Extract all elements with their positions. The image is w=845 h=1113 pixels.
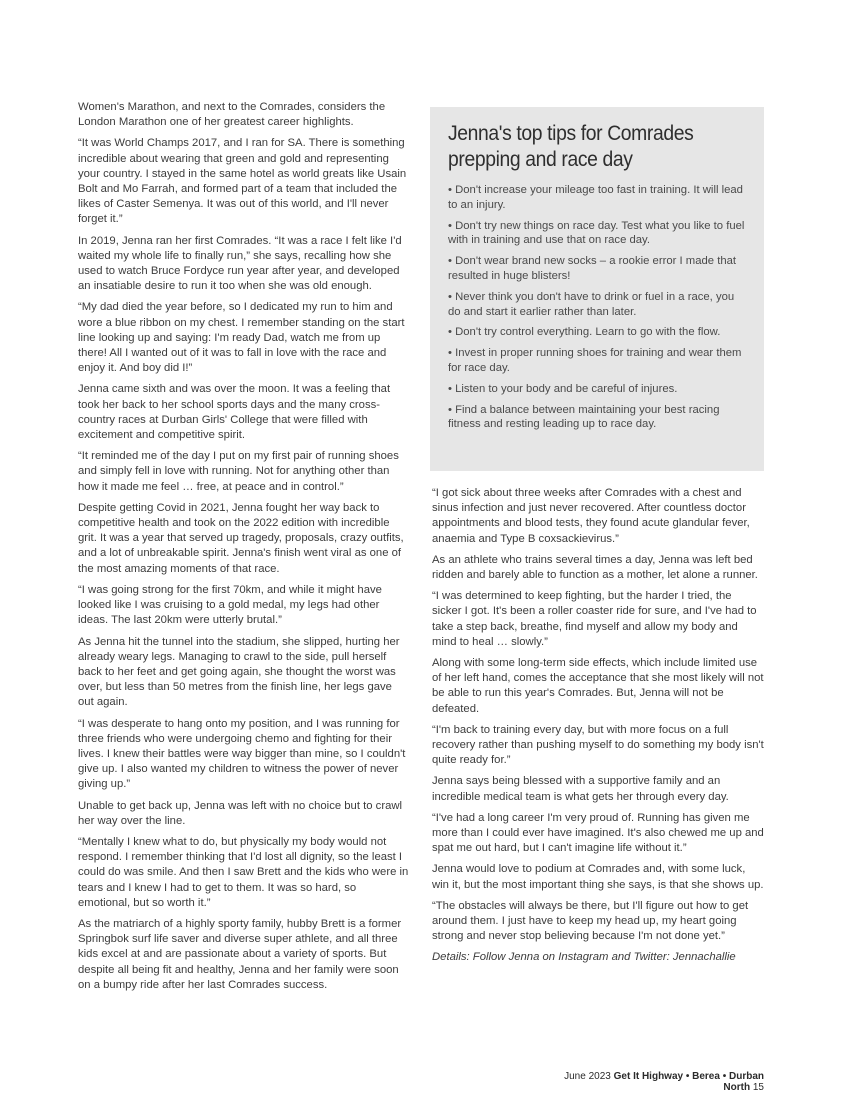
tips-list <box>448 183 746 432</box>
details-credit: Details: Follow Jenna on Instagram and Twitter: Jennachallie <box>432 951 736 964</box>
paragraph: In 2019, Jenna ran her first Comrades. “It was a race I felt like I'd waited my whole life to finally run,” she says, recalling how she used to watch Bruce Fordyce run year after year, and developed an insatiable desire to run it too when she was old enough. <box>78 234 402 293</box>
paragraph: “I got sick about three weeks after Comrades with a chest and sinus infection and just never recovered. After countless doctor appointments and blood tests, they found acute glandular fever, anaemia and Type B coxsackievirus.” <box>432 487 750 545</box>
paragraph: As the matriarch of a highly sporty family, hubby Brett is a former Springbok surf life saver and diverse super athlete, and all three kids excel at and are passionate about a variety of sports. But despite all being fit and healthy, Jenna and her family were soon on a bumpy ride after her last Comrades success. <box>78 917 402 991</box>
paragraph: As an athlete who trains several times a day, Jenna was left bed ridden and barely able to function as a mother, let alone a runner. <box>432 553 758 582</box>
paragraph: “I've had a long career I'm very proud of. Running has given me more than I could ever have imagined. It's also chewed me up and spat me out hard, but I can't imagine life without it.” <box>432 811 764 855</box>
tip-item: • Listen to your body and be careful of injures. <box>448 382 678 395</box>
tips-sidebar-box <box>430 107 764 471</box>
tip-item: • Never think you don't have to drink or fuel in a race, you do and start it earlier rather than later. <box>448 290 735 318</box>
paragraph: “It reminded me of the day I put on my first pair of running shoes and simply fell in love with running. Not for anything other than how it made me feel … free, at peace and in control.” <box>78 450 399 493</box>
paragraph: “I'm back to training every day, but with more focus on a full recovery rather than pushing myself to do something my body isn't quite ready for.” <box>432 723 764 767</box>
right-article-column <box>432 486 764 972</box>
paragraph: As Jenna hit the tunnel into the stadium, she slipped, hurting her already weary legs. Managing to crawl to the side, pull herself back to her feet and get going again, she thought the worst was over, but less than 50 metres from the finish line, her legs gave out again. <box>78 635 400 709</box>
paragraph: “My dad died the year before, so I dedicated my run to him and wore a blue ribbon on my chest. I remember standing on the start line looking up and saying: I'm ready Dad, watch me from up there! All I wanted out of it was to fall in love with the race and enjoy it. And boy did I!” <box>78 301 405 375</box>
page-footer <box>540 1071 764 1093</box>
paragraph: Jenna came sixth and was over the moon. It was a feeling that took her back to her school sports days and the many cross-country races at Durban Girls' College that were filled with excitement and competitive spirit. <box>78 383 391 442</box>
paragraph: “Mentally I knew what to do, but physically my body would not respond. I remember thinking that I'd lost all dignity, so the least I could do was smile. And then I saw Brett and the kids who were in tears and I knew I had to get to them. It was so hard, so emotional, but so worth it.” <box>78 835 409 909</box>
paragraph: Jenna says being blessed with a supportive family and an incredible medical team is what gets her through every day. <box>432 775 729 803</box>
paragraph: Despite getting Covid in 2021, Jenna fought her way back to competitive health and took on the 2022 edition with incredible grit. It was a year that served up tragedy, proposals, crazy outfits, and a lot of unbreakable spirit. Jenna's finish went viral as one of the most amazing moments of that race. <box>78 501 404 575</box>
footer-date: June 2023 <box>564 1071 611 1082</box>
paragraph: “It was World Champs 2017, and I ran for SA. There is something incredible about wearing that green and gold and representing your country. I stayed in the same hotel as world greats like Usain Bolt and Mo Farrah, and formed part of a team that included the likes of Caster Semenya. It was out of this world, and I'll never forget it.” <box>78 137 407 226</box>
tip-item: • Don't try new things on race day. Test what you like to fuel with in training and use that on race day. <box>448 219 745 247</box>
left-article-column <box>78 100 410 999</box>
paragraph: Jenna would love to podium at Comrades and, with some luck, win it, but the most important thing she says, is that she shows up. <box>432 863 764 891</box>
tip-item: • Don't increase your mileage too fast in training. It will lead to an injury. <box>448 184 743 211</box>
paragraph: Women's Marathon, and next to the Comrades, considers the London Marathon one of her greatest career highlights. <box>78 101 386 129</box>
paragraph: Unable to get back up, Jenna was left with no choice but to crawl her way over the line. <box>78 799 403 827</box>
tips-title: Jenna's top tips for Comrades prepping and race day <box>448 122 694 171</box>
page-number: 15 <box>752 1082 764 1093</box>
tip-item: • Find a balance between maintaining your best racing fitness and resting leading up to race day. <box>448 403 720 431</box>
paragraph: “I was determined to keep fighting, but the harder I tried, the sicker I got. It's been a roller coaster ride for sure, and I've had to take a step back, breathe, find myself and allow my body and mind to heal … slowly.” <box>432 590 757 648</box>
paragraph: Along with some long-term side effects, which include limited use of her left hand, comes the acceptance that she most likely will not be able to run this year's Comrades. But, Jenna will not be defeated. <box>432 657 764 715</box>
tip-item: • Don't try control everything. Learn to go with the flow. <box>448 326 721 339</box>
tip-item: • Invest in proper running shoes for training and wear them for race day. <box>448 347 742 374</box>
paragraph: “I was going strong for the first 70km, and while it might have looked like I was cruising to a gold medal, my legs had other ideas. The last 20km were utterly brutal.” <box>78 583 382 627</box>
paragraph: “I was desperate to hang onto my position, and I was running for three friends who were undergoing chemo and fighting for their lives. I knew their battles were way bigger than mine, so I couldn't give up. I also wanted my children to witness the power of never giving up.” <box>78 717 406 791</box>
footer-publication: Get It Highway • Berea • Durban North <box>613 1071 764 1093</box>
tip-item: • Don't wear brand new socks – a rookie error I made that resulted in huge blisters! <box>448 255 737 282</box>
paragraph: “The obstacles will always be there, but I'll figure out how to get around them. I just have to keep my head up, my heart going strong and never stop believing because I'm not done yet.” <box>432 899 749 943</box>
